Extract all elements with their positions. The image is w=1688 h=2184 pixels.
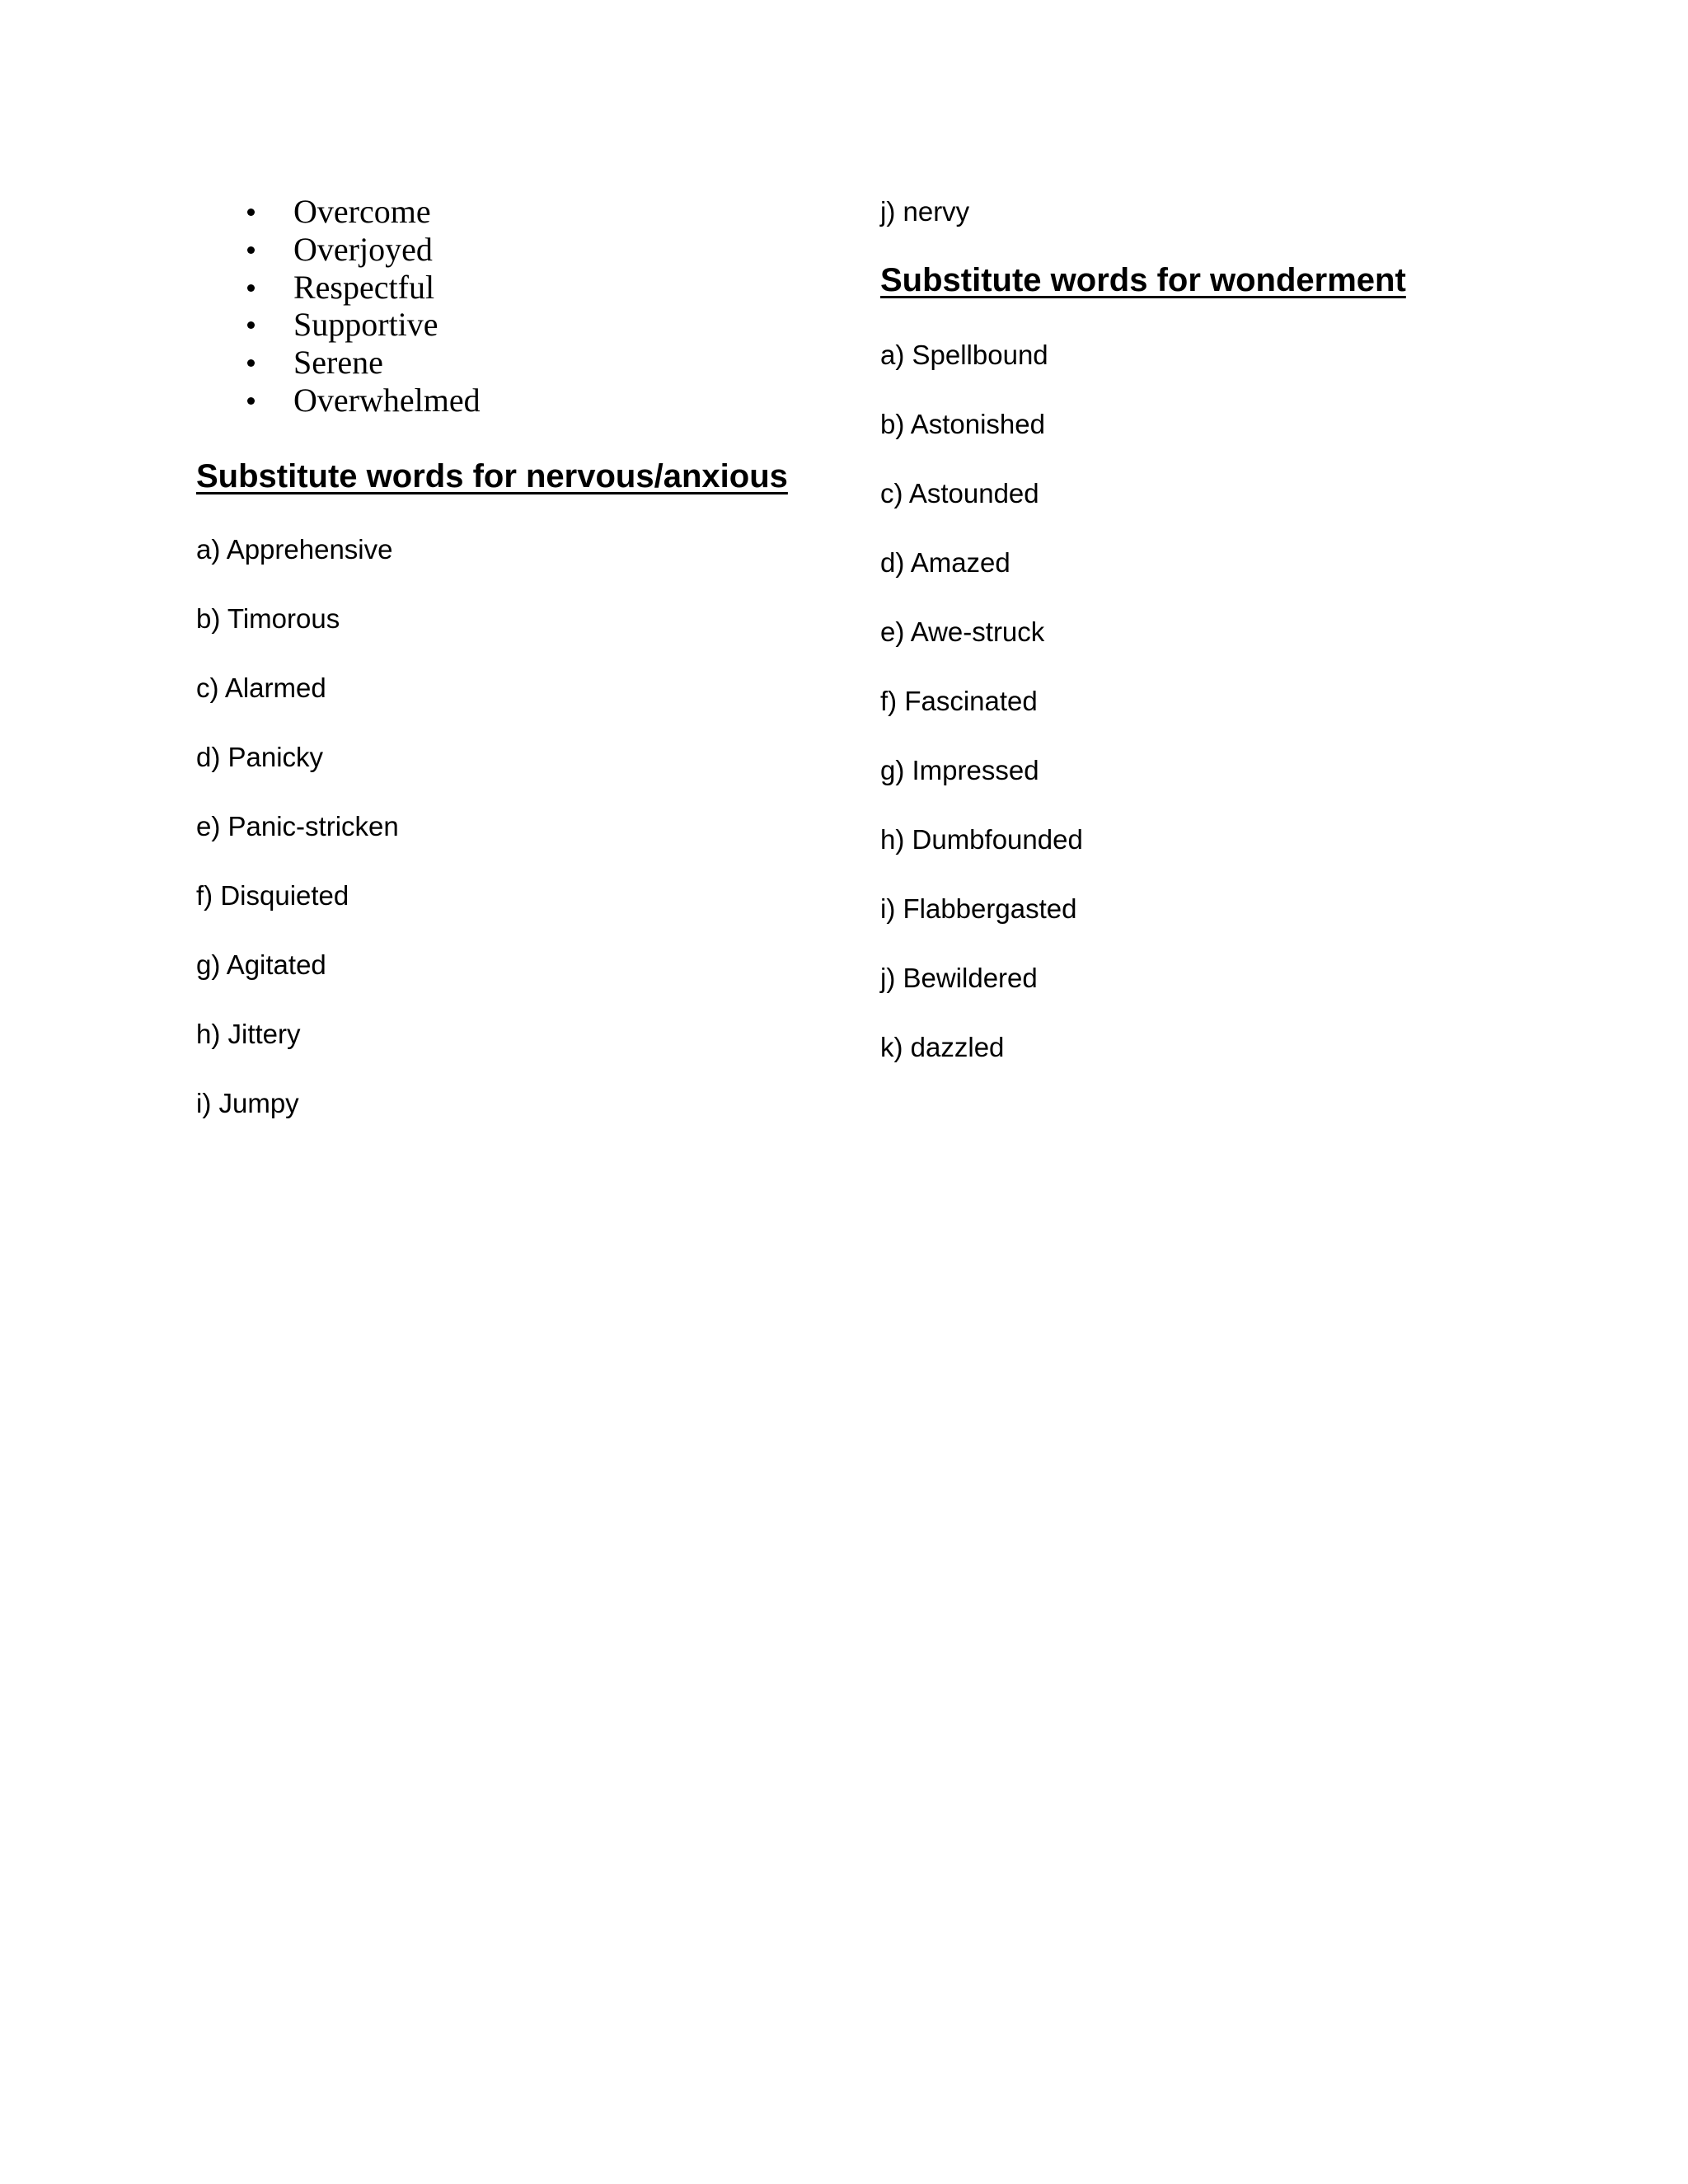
bullet-text: Serene: [293, 344, 383, 382]
bullet-icon: [247, 284, 255, 292]
bullet-text: Overcome: [293, 193, 431, 230]
list-item: [196, 193, 481, 231]
wonderment-heading: Substitute words for wonderment: [880, 262, 1406, 298]
list-item: e) Panic-stricken: [196, 811, 399, 841]
list-item: d) Amazed: [880, 547, 1010, 578]
bullet-text: Overjoyed: [293, 230, 433, 268]
list-item: h) Dumbfounded: [880, 824, 1083, 855]
list-item: g) Impressed: [880, 755, 1039, 785]
list-item: c) Astounded: [880, 478, 1039, 509]
list-item: j) nervy: [880, 196, 970, 227]
feelings-bullet-list: [196, 193, 481, 419]
list-item: [196, 382, 481, 419]
list-item: k) dazzled: [880, 1032, 1005, 1062]
bullet-icon: [247, 359, 255, 367]
list-item: f) Fascinated: [880, 686, 1038, 716]
bullet-icon: [247, 209, 255, 216]
list-item: b) Astonished: [880, 409, 1045, 439]
bullet-icon: [247, 397, 255, 405]
bullet-icon: [247, 321, 255, 329]
list-item: i) Jumpy: [196, 1088, 299, 1118]
list-item: e) Awe-struck: [880, 616, 1045, 647]
list-item: j) Bewildered: [880, 963, 1038, 993]
list-item: g) Agitated: [196, 949, 326, 980]
list-item: c) Alarmed: [196, 673, 326, 703]
list-item: h) Jittery: [196, 1019, 301, 1049]
bullet-icon: [247, 246, 255, 254]
bullet-text: Respectful: [293, 268, 435, 306]
bullet-text: Supportive: [293, 306, 438, 344]
bullet-text: Overwhelmed: [293, 381, 481, 419]
list-item: a) Spellbound: [880, 340, 1048, 370]
list-item: i) Flabbergasted: [880, 893, 1077, 924]
list-item: d) Panicky: [196, 742, 324, 772]
list-item: [196, 306, 481, 344]
list-item: b) Timorous: [196, 603, 340, 634]
nervous-anxious-heading: Substitute words for nervous/anxious: [196, 458, 788, 494]
list-item: a) Apprehensive: [196, 534, 393, 565]
list-item: f) Disquieted: [196, 880, 349, 911]
list-item: [196, 269, 481, 307]
list-item: [196, 344, 481, 382]
list-item: [196, 231, 481, 269]
